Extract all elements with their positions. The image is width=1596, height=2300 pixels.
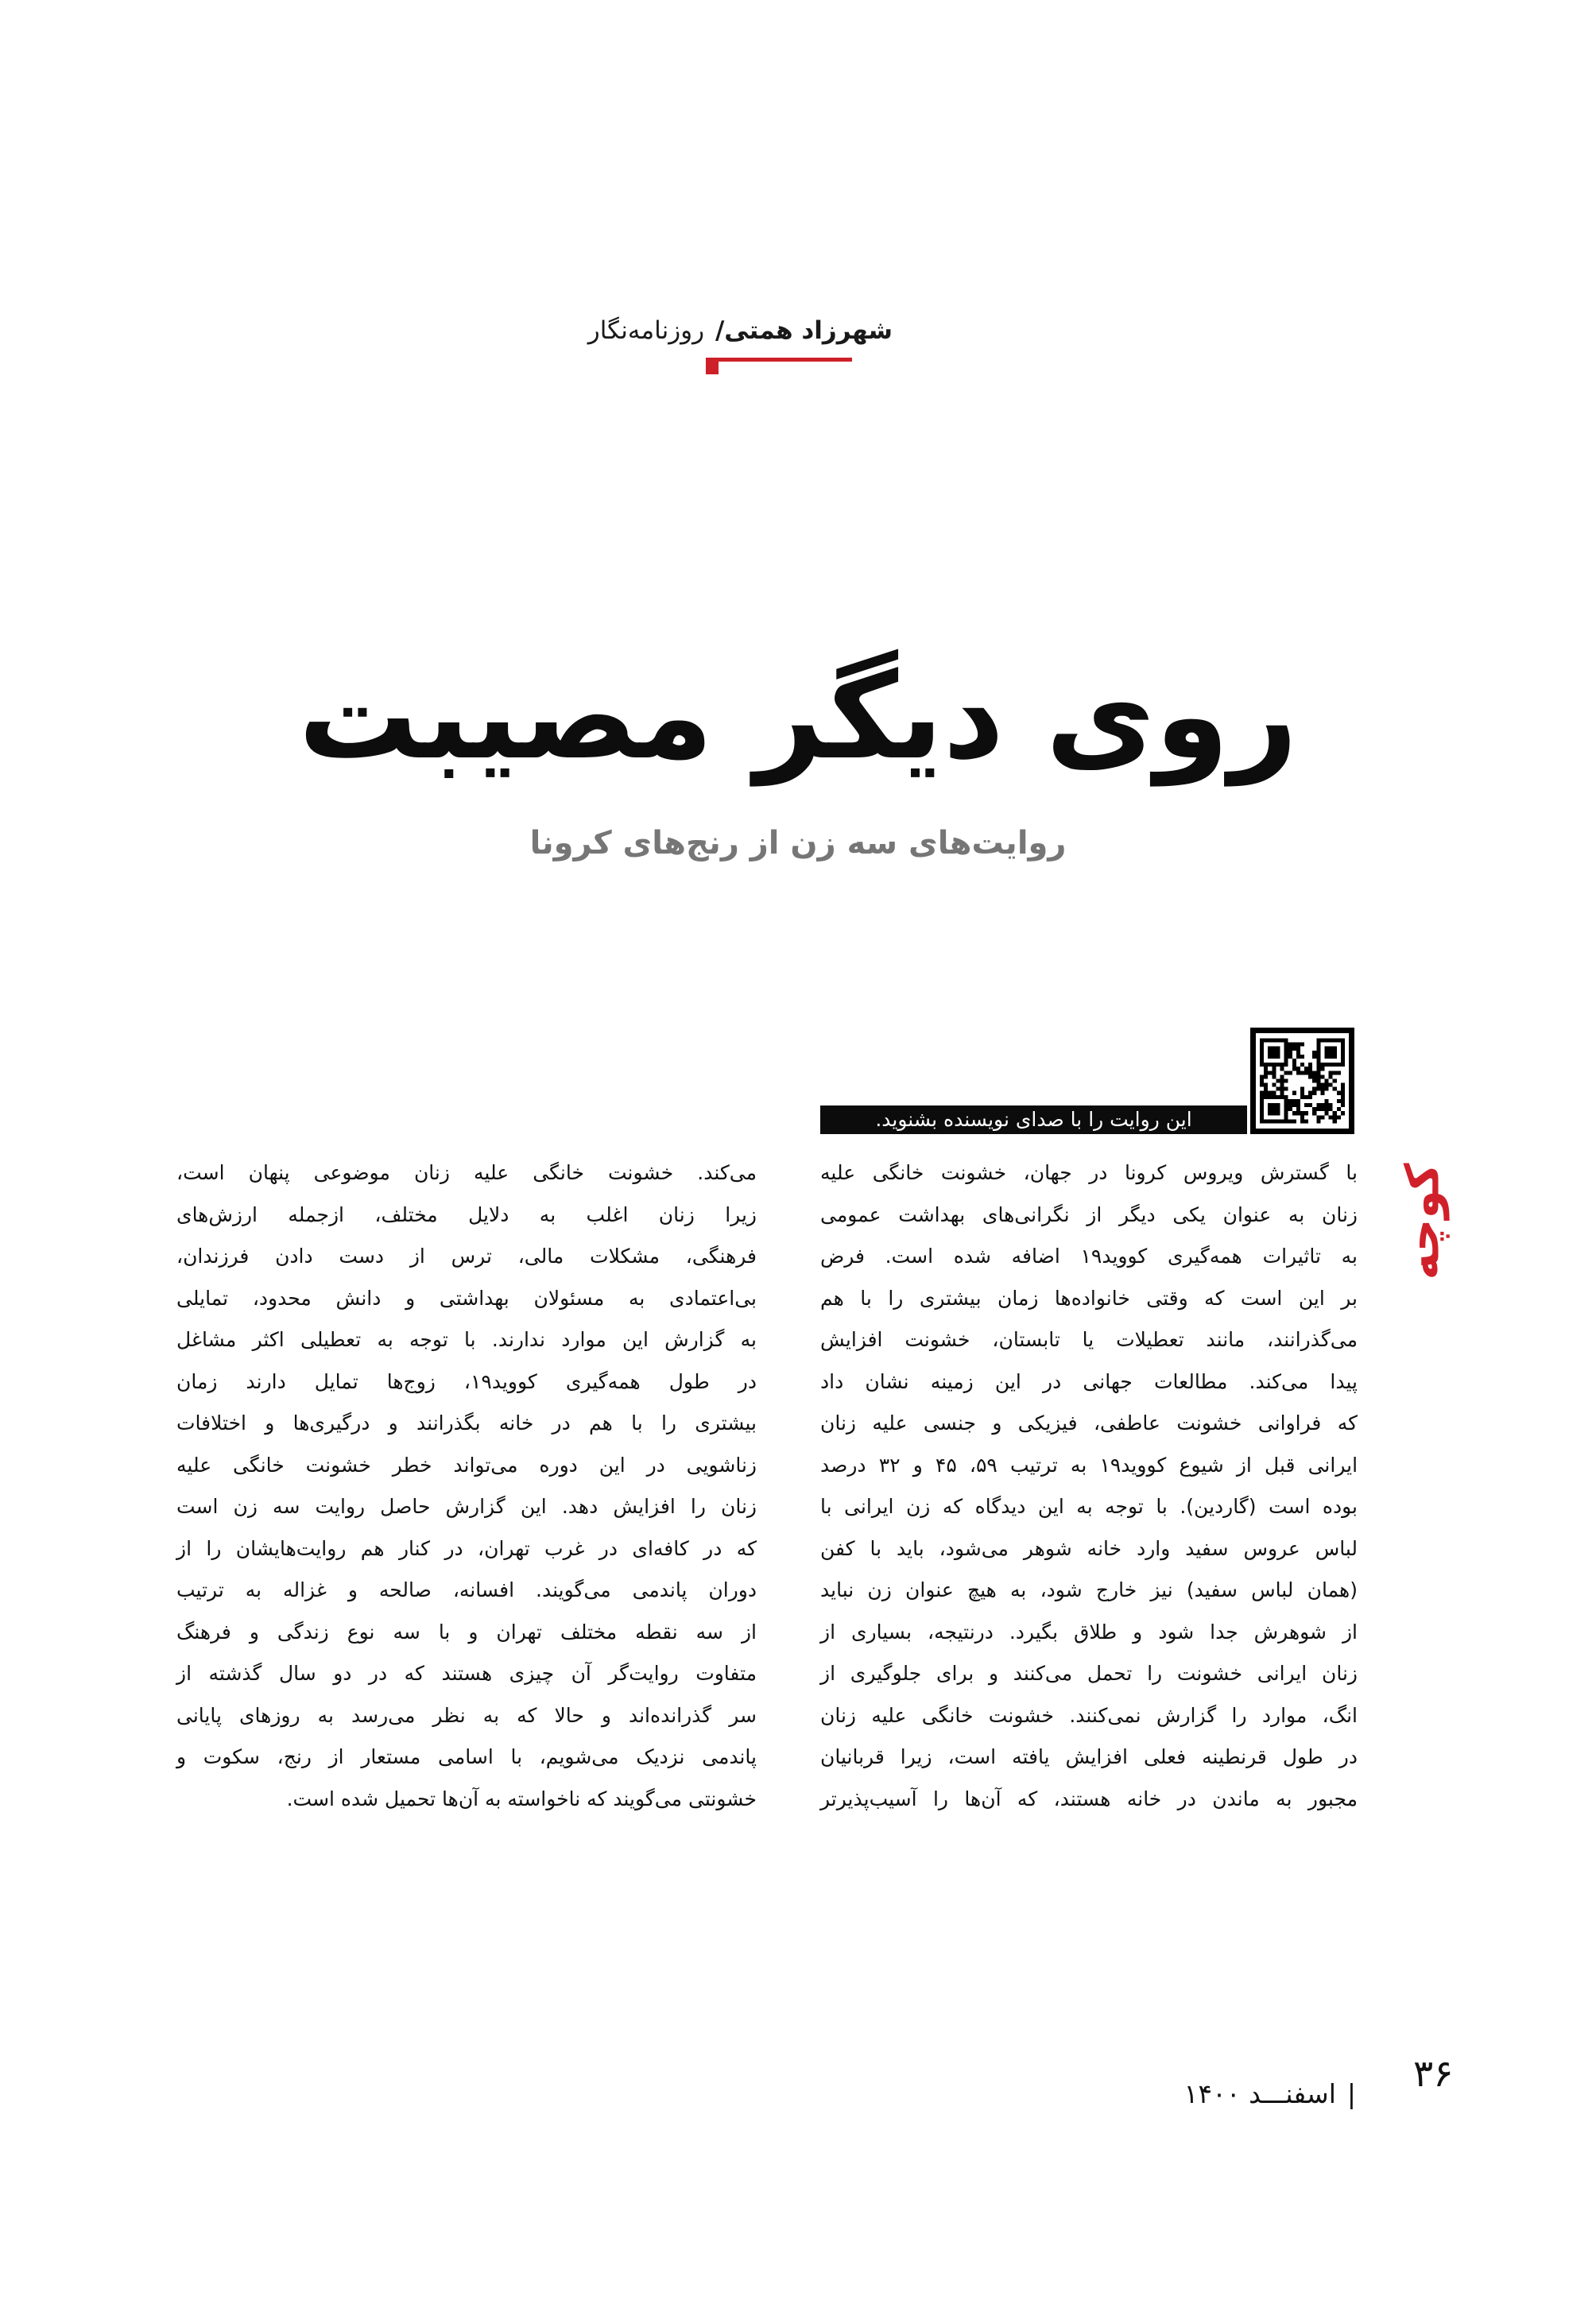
text-line: که فراوانی خشونت عاطفی، فیزیکی و جنسی علیه زنان: [820, 1411, 1358, 1435]
text-line: بر این است که وقتی خانواده‌ها زمان بیشتری را با هم: [820, 1286, 1358, 1310]
article-subtitle: روایت‌های سه زن از رنج‌های کرونا: [529, 825, 1067, 862]
text-line: ایرانی قبل از شیوع کووید۱۹ به ترتیب ۵۹، ۴۵ و ۳۲ درصد: [820, 1453, 1358, 1477]
text-line: انگ، موارد را گزارش نمی‌کنند. خشونت خانگی علیه زنان: [820, 1703, 1358, 1727]
audio-caption-bar: [820, 1105, 1247, 1134]
body-column-right: [820, 1152, 1358, 1820]
section-tab-label: کوچه: [1396, 1163, 1451, 1280]
byline-rule: [706, 358, 852, 362]
byline-author: شهرزاد همتی: [724, 316, 893, 345]
text-line: از شوهرش جدا شود و طلاق بگیرد. درنتیجه، بسیاری از: [820, 1620, 1358, 1644]
text-line: مجبور به ماندن در خانه هستند، که آن‌ها را آسیب‌پذیرتر: [820, 1787, 1358, 1810]
byline-separator: /: [715, 316, 725, 345]
text-line: بیشتری را با هم در خانه بگذرانند و درگیری‌ها و اختلافات: [176, 1411, 757, 1435]
text-line: دوران پاندمی می‌گویند. افسانه، صالحه و غزاله به ترتیب: [176, 1578, 757, 1601]
text-line: در طول همه‌گیری کووید۱۹، زوج‌ها تمایل دارند زمان: [176, 1369, 757, 1393]
text-line: با گسترش ویروس کرونا در جهان، خشونت خانگی علیه: [820, 1161, 1358, 1184]
text-line: زنان ایرانی خشونت را تحمل می‌کنند و برای جلوگیری از: [820, 1662, 1358, 1685]
text-line: خشونتی می‌گویند که ناخواسته به آن‌ها تحمیل شده است.: [286, 1787, 757, 1810]
section-tab: [1389, 1148, 1456, 1295]
byline-role: روزنامه‌نگار: [587, 316, 705, 345]
text-line: که در کافه‌ای در غرب تهران، در کنار هم روایت‌هایشان را از: [176, 1536, 757, 1560]
text-line: فرهنگی، مشکلات مالی، ترس از دست دادن فرزندان،: [176, 1245, 757, 1268]
article-title: روی دیگر مصیبت: [298, 648, 1298, 786]
text-line: سر گذرانده‌اند و حالا که به نظر می‌رسد به روزهای پایانی: [176, 1703, 757, 1727]
text-line: زیرا زنان اغلب به دلایل مختلف، ازجمله ارزش‌های: [176, 1202, 757, 1226]
footer-date-label: اسفنـــد ۱۴۰۰: [1183, 2078, 1336, 2109]
text-line: می‌گذرانند، مانند تعطیلات یا تابستان، خشونت افزایش: [820, 1328, 1358, 1351]
text-line: (همان لباس سفید) نیز خارج شود، به هیچ عنوان زن نباید: [820, 1578, 1358, 1601]
qr-icon: [1260, 1037, 1345, 1125]
text-line: لباس عروس سفید وارد خانه شوهر می‌شود، باید با کفن: [820, 1536, 1358, 1560]
page-number: ۳۶: [1413, 2052, 1454, 2096]
qr-code: [1250, 1028, 1354, 1134]
text-line: به گزارش این موارد ندارند. با توجه به تعطیلی اکثر مشاغل: [176, 1328, 757, 1351]
text-line: به تاثیرات همه‌گیری کووید۱۹ اضافه شده است. فرض: [820, 1245, 1358, 1268]
text-line: زنان به عنوان یکی دیگر از نگرانی‌های بهداشت عمومی: [820, 1202, 1358, 1226]
audio-caption-label: این روایت را با صدای نویسنده بشنوید.: [875, 1108, 1192, 1131]
text-line: متفاوت روایت‌گر آن چیزی هستند که در دو سال گذشته از: [176, 1662, 757, 1685]
text-line: می‌کند. خشونت خانگی علیه زنان موضوعی پنهان است،: [176, 1161, 757, 1184]
body-column-left: [176, 1152, 757, 1820]
text-line: زناشویی در این دوره می‌تواند خطر خشونت خانگی علیه: [176, 1453, 757, 1477]
byline-accent-square: [706, 362, 719, 374]
footer-date-divider: |: [1346, 2078, 1356, 2109]
footer-date: [1184, 2078, 1356, 2109]
text-line: پیدا می‌کند. مطالعات جهانی در این زمینه نشان داد: [820, 1369, 1358, 1393]
text-line: بی‌اعتمادی به مسئولان بهداشتی و دانش محدود، تمایلی: [176, 1286, 757, 1310]
byline: [588, 316, 893, 345]
text-line: در طول قرنطینه فعلی افزایش یافته است، زیرا قربانیان: [820, 1745, 1358, 1768]
text-line: زنان را افزایش دهد. این گزارش حاصل روایت سه زن است: [176, 1495, 757, 1518]
text-line: بوده است (گاردین). با توجه به این دیدگاه که زن ایرانی با: [820, 1495, 1358, 1518]
text-line: پاندمی نزدیک می‌شویم، با اسامی مستعار از رنج، سکوت و: [176, 1745, 757, 1768]
text-line: از سه نقطه مختلف تهران و با سه نوع زندگی و فرهنگ: [176, 1620, 757, 1644]
